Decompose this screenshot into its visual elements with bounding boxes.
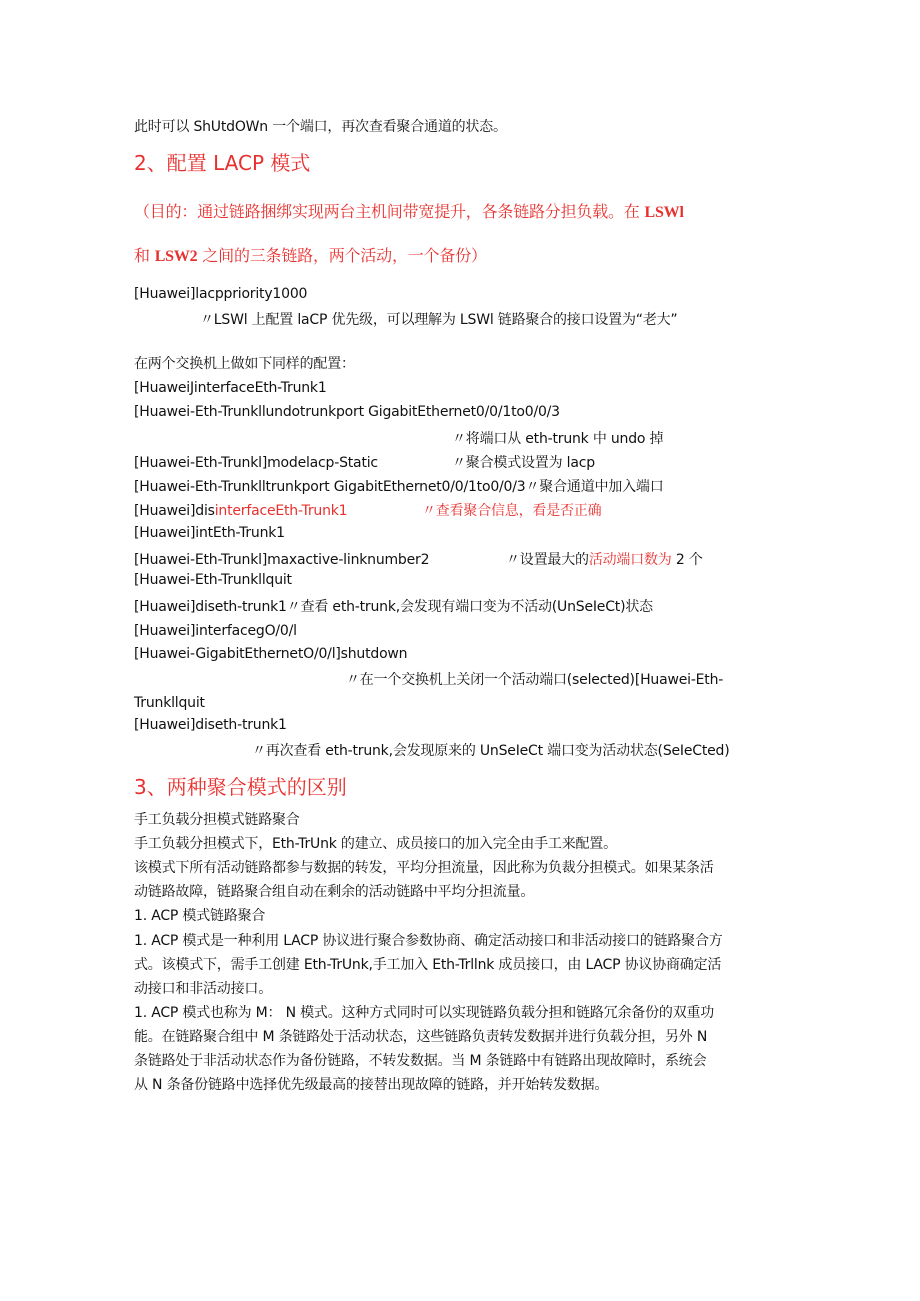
para-manual-load-1: 该模式下所有活动链路都参与数据的转发，平均分担流量，因此称为负裁分担模式。如果某条活 — [134, 860, 714, 876]
note-maxactive — [506, 551, 703, 569]
note-diseth-2: 〃再次查看 eth-trunk,会发现原来的 UnSeIeCt 端口变为活动状态(SeIeCted) — [252, 743, 730, 759]
cmd-dis-prefix: [Huawei]dis — [134, 503, 215, 519]
cmd-int-trunk: [Huawei]intEth-Trunk1 — [134, 525, 285, 541]
para-mn-3: 条链路处于非活动状态作为备份链路，不转发数据。当 M 条链路中有链路出现故障时，系统会 — [134, 1053, 707, 1069]
cmd-dis-interface — [134, 502, 347, 520]
note-diseth-1: 〃查看 eth-trunk,会发现有端口变为不活动(UnSeIeCt)状态 — [286, 599, 653, 615]
para-manual-desc: 手工负载分担模式下，Eth-TrUnk 的建立、成员接口的加入完全由手工来配置。 — [134, 836, 617, 852]
para-manual-title: 手工负载分担模式链路聚合 — [134, 812, 300, 828]
cmd-diseth-1: [Huawei]diseth-trunk1 — [134, 599, 287, 615]
cmd-diseth-2: [Huawei]diseth-trunk1 — [134, 717, 287, 733]
section2-heading: 2、配置 LACP 模式 — [134, 151, 311, 175]
cmd-quit-1: [Huawei-Eth-Trunkllquit — [134, 572, 292, 588]
purpose-text-1: （目的：通过链路捆绑实现两台主机间带宽提升，各条链路分担负载。在 — [134, 202, 645, 221]
cmd-undo-trunkport: [Huawei-Eth-Trunkllundotrunkport GigabitEthernet0/0/1to0/0/3 — [134, 404, 560, 420]
para-lacp-desc-2: 式。该模式下，需手工创建 Eth-TrUnk,手工加入 Eth-Trllnk 成员接口，由 LACP 协议协商确定活 — [134, 957, 722, 973]
note-max-red: 活动端口数为 — [588, 552, 672, 568]
cmd-interface-ge: [Huawei]interfacegO/0/l — [134, 623, 297, 639]
cmd-mode-lacp: [Huawei-Eth-Trunkl]modelacp-Static — [134, 455, 378, 471]
note-mode-lacp: 〃聚合模式设置为 lacp — [452, 455, 595, 471]
note-max-prefix: 〃设置最大的 — [506, 552, 589, 568]
note-dis: 〃查看聚合信息，看是否正确 — [422, 503, 602, 519]
cmd-trunkport-add — [134, 478, 664, 496]
purpose-line-2 — [134, 245, 487, 268]
para-manual-load-2: 动链路故障，链路聚合组自动在剩余的活动链路中平均分担流量。 — [134, 884, 535, 900]
cmd-dis-red: interfaceEth-Trunk1 — [214, 503, 348, 519]
note-lacp-priority: 〃LSWl 上配置 laCP 优先级，可以理解为 LSWl 链路聚合的接口设置为“老大” — [200, 312, 678, 328]
cmd-lacp-priority: [Huawei]lacppriority1000 — [134, 286, 308, 302]
para-mn-4: 从 N 条备份链路中选择优先级最高的接替出现故障的链路，并开始转发数据。 — [134, 1077, 609, 1093]
para-lacp-title: 1. ACP 模式链路聚合 — [134, 908, 266, 924]
cmd-diseth-1-line — [134, 598, 653, 616]
intro-line: 此时可以 ShUtdOWn 一个端口，再次查看聚合通道的状态。 — [134, 119, 507, 135]
purpose-text-2: 和 — [134, 246, 155, 265]
cmd-shutdown: [Huawei-GigabitEthernetO/0/l]shutdown — [134, 646, 408, 662]
cmd-quit-2: Trunkllquit — [134, 695, 205, 711]
cmd-interface-trunk: [HuaweiJinterfaceEth-Trunk1 — [134, 380, 327, 396]
para-mn-2: 能。在链路聚合组中 M 条链路处于活动状态，这些链路负责转发数据并进行负载分担，另外 N — [134, 1029, 708, 1045]
cmd-maxactive: [Huawei-Eth-Trunkl]maxactive-linknumber2 — [134, 552, 430, 568]
same-config-line: 在两个交换机上做如下同样的配置： — [134, 356, 355, 372]
para-lacp-desc-3: 动接口和非活动接口。 — [134, 981, 272, 997]
note-trunkport: 〃聚合通道中加入端口 — [525, 479, 664, 495]
note-undo: 〃将端口从 eth-trunk 中 undo 掉 — [452, 431, 664, 447]
purpose-lsw1: LSWl — [644, 204, 684, 221]
section3-heading: 3、两种聚合模式的区别 — [134, 775, 347, 799]
para-mn-1: 1. ACP 模式也称为 M： N 模式。这种方式同时可以实现链路负载分担和链路冗余备份的双重功 — [134, 1005, 715, 1021]
purpose-text-3: 之间的三条链路，两个活动，一个备份） — [197, 246, 487, 265]
note-shutdown: 〃在一个交换机上关闭一个活动端口(selected)[Huawei-Eth- — [346, 672, 724, 688]
note-max-suffix: 2 个 — [671, 552, 703, 568]
para-lacp-desc-1: 1. ACP 模式是一种利用 LACP 协议进行聚合参数协商、确定活动接口和非活动接口的链路聚合方 — [134, 933, 723, 949]
purpose-lsw2: LSW2 — [154, 248, 198, 265]
purpose-line-1 — [134, 201, 684, 224]
cmd-trunkport-text: [Huawei-Eth-Trunklltrunkport GigabitEthernet0/0/1to0/0/3 — [134, 479, 526, 495]
